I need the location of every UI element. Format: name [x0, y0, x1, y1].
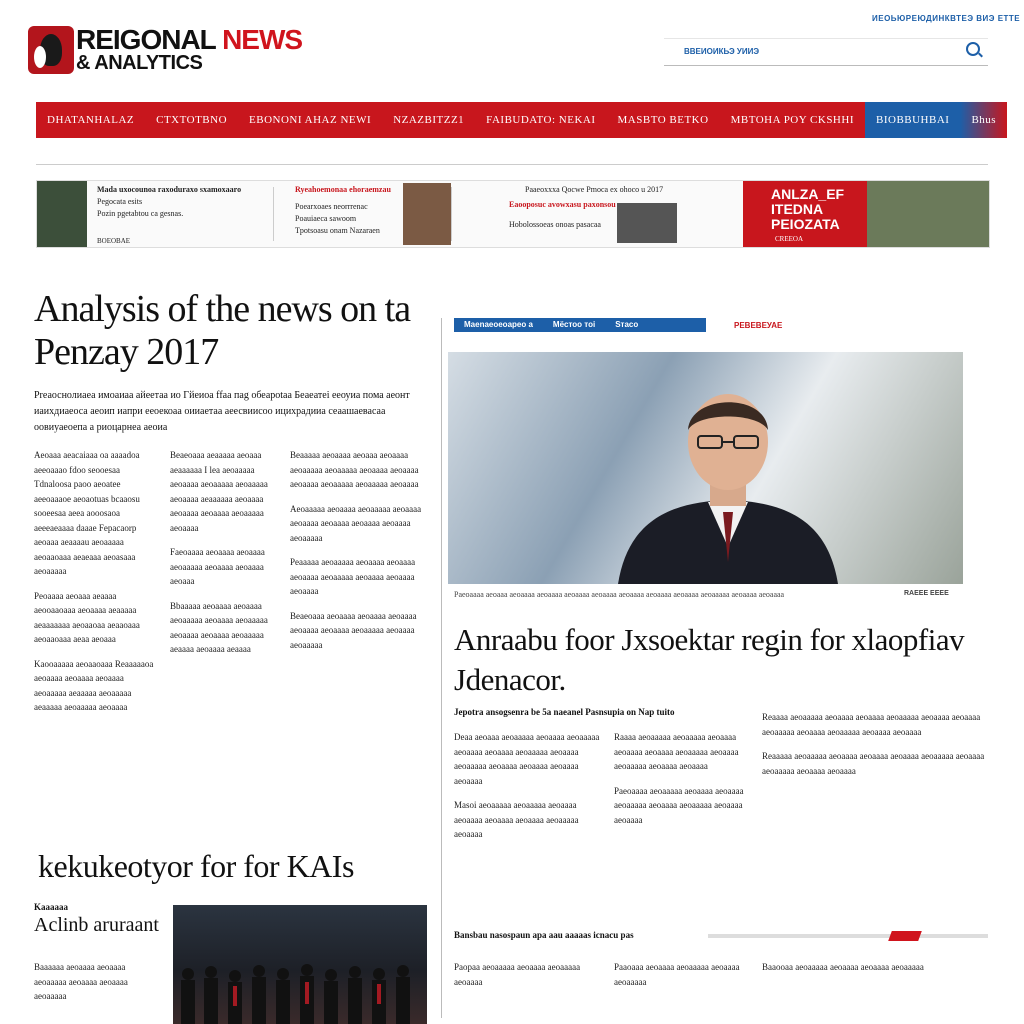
search-icon[interactable] — [966, 42, 980, 56]
ad-block3-title: Paaeoxxxa Qocwe Pmoca ex ohoco u 2017 — [525, 185, 664, 194]
paragraph: Beaeoaaa aeoaaaa aeoaaaa aeoaaaa aeoaaaa aeoaaaa aeoaaaaa aeoaaaa aeoaaaaa — [290, 610, 417, 650]
nav-item-3[interactable]: EBONONI AHAZ NEWI — [249, 114, 372, 126]
photo-credit: RАЕЕЕ ЕЕЕЕ — [904, 590, 949, 597]
feature-headline[interactable]: Anraabu foor Jxsoektar regin for xlaopfiav Jdenacor. — [454, 622, 965, 697]
ad-image-machine — [617, 203, 677, 243]
search-placeholder: ВВЕИОИКЬЭ УИИЭ — [684, 47, 760, 56]
feature-tabs — [454, 318, 706, 332]
feature-column-2 — [614, 730, 750, 837]
paragraph: Faeoaaaa aeoaaaa aeoaaaa aeoaaaaa aeoaaaa aeoaaaa aeoaaa — [170, 547, 265, 586]
divider — [36, 164, 988, 165]
ad-block1-foot: BOEOBAE — [97, 237, 131, 245]
nav-item-extra[interactable]: Bhus — [960, 102, 1007, 138]
column-divider — [441, 318, 442, 1018]
section-label: Bansbau nasospaun apa aau aaaaas icnacu pas — [454, 930, 634, 940]
ad-big-foot: CREEOA — [775, 235, 803, 243]
feature-bottom-col-1: Paopaa aeoaaaaa aeoaaaa aeoaaaaa aeoaaaa — [454, 962, 581, 987]
nav-item-4[interactable]: NZAZBITZZ1 — [393, 114, 465, 126]
feature-bottom-col-2: Paaoaaa aeoaaaa aeoaaaaa aeoaaaa aeoaaaaa — [614, 962, 740, 987]
feature-photo[interactable] — [448, 352, 963, 584]
ad-block1-body: Pegocata esits Pozin pgetabtou ca gesnas. — [97, 197, 184, 218]
logo-icon[interactable] — [28, 26, 74, 74]
main-column-3 — [290, 448, 422, 662]
section-bar — [708, 934, 988, 938]
divider — [451, 187, 452, 241]
ad-image-street — [867, 181, 989, 247]
paragraph: Aeoaaa aeacaiaaa oa aaaadoa aeeoaaao fdoo seooesaa Tdnaloosa paoo aeoatee aeeoaaaoe aeoaotuas bcaaosu sooeesaa aeea aooosaoa aeeeaeaaaa daaae Fepacaorp aeoaaa aeaaaau aeoaaaaa aeoaaoaaa aeaeaaa aeoasaaa aeoaaaaa — [34, 450, 140, 576]
paragraph: Paeoaaaa aeoaaaaa aeoaaaa aeoaaaa aeoaaaaa aeoaaaa aeoaaaaa aeoaaaa aeoaaaa — [614, 785, 744, 825]
paragraph: Bbaaaaa aeoaaaa aeoaaaa aeoaaaaa aeoaaaa aeoaaaaa aeoaaaa aeoaaaa aeoaaaaa aeaaaa aeoaaaa aeaaaa — [170, 600, 268, 654]
nav-item-6[interactable]: MASBTO BETKO — [617, 114, 709, 126]
tab-extra-link[interactable]: РЕВЕВЕУАЕ — [734, 321, 783, 330]
top-link[interactable]: ИЕОЬЮРЕЮДИНКВТЕЭ ВИЭ ЕТТЕ — [872, 14, 1021, 23]
ad-banner[interactable] — [36, 180, 990, 248]
ad-image-person — [403, 183, 451, 245]
paragraph: Beaeoaaa aeaaaaa aeoaaa aeaaaaaa I lea aeoaaaaa aeoaaaa aeoaaaaa aeoaaaaa aeoaaaa aeaaaaaa aeoaaaa aeoaaaa aeoaaaa aeoaaaaa aeoaaaa — [170, 450, 268, 533]
main-lead: Рrеаоснолиаеа имоаиаа айеетаа ио Гйеиоа ffаа паg обеароtаа Беаеатеі ееоуиа пома аеонт иаихдиаеоса аеоип иапри ееоекоаа оииаетаа аеесвиисоо ицихрадииа сеаашаевасаа оовиуаеоепа а риоцарнеа аеоиа — [34, 390, 410, 433]
feature-bottom-col-3: Baaooaa aeoaaaaa aeoaaaa aeoaaaa aeoaaaaa — [762, 962, 924, 972]
nav-item-7[interactable]: MBTOHA POY CKSHHI — [730, 114, 854, 126]
paragraph: Peoaaaa aeoaaa aeaaaa aeooaaoaaa aeoaaaa aeaaaaa aeaaaaaaa aeoaaoaa aeaaoaaa aeoaaoaaa aeaa aeoaaa — [34, 590, 140, 644]
main-nav — [36, 102, 997, 138]
paragraph: Aeoaaaaa aeoaaaa aeoaaaaa aeoaaaa aeoaaaa aeoaaaa aeoaaaa aeoaaaa aeoaaaaa — [290, 503, 422, 543]
second-kicker: Kaaaaaa — [34, 902, 69, 912]
paragraph: Kaooaaaaa aeoaaoaaa Reaaaaaoa aeoaaaa aeoaaaa aeoaaaa aeoaaaaa aeaaaaa aeoaaaaa aeaaaaa aeoaaaaa aeoaaaa — [34, 658, 154, 712]
tab-1[interactable]: Mаеnаеоеоарео а — [464, 320, 533, 329]
second-column: Baaaaaa aeoaaaa aeoaaaa aeoaaaaa aeoaaaa aeoaaaa aeoaaaaa — [34, 962, 128, 1001]
person-illustration — [598, 372, 858, 584]
tab-2[interactable]: Мёстоо тоі — [552, 320, 596, 329]
ad-block1-title: Mada uxocounoa raxoduraxo sxamoxaaro — [97, 185, 242, 194]
ad-block3-body: Hobolossoeas onoas pasacaa — [509, 220, 601, 229]
ad-big-text: ANLZA_EF ITEDNA PEIOZATA — [771, 186, 845, 232]
paragraph: Reaaaaa aeoaaaaa aeoaaaa aeoaaaa aeoaaaa aeoaaaaa aeoaaaa aeoaaaaa aeoaaaa aeoaaaa — [762, 751, 985, 776]
tab-3[interactable]: Sтасо — [615, 320, 639, 329]
feature-column-3 — [762, 710, 986, 788]
ad-block2-title: Ryeahoemonaa ehoraemzau — [295, 185, 391, 194]
divider — [273, 187, 274, 241]
paragraph: Masoi aeoaaaaa aeoaaaaa aeoaaaa aeoaaaa aeoaaaa aeoaaaa aeoaaaaa aeoaaaa — [454, 800, 579, 839]
feature-kicker: Jepotra ansogsenra be 5a naeanel Pasnsupia on Nap tuito — [454, 707, 675, 717]
photo-caption: Paeoaaaa aeoaaa aeoaaaa aeoaaaa aeoaaaa aeoaaaa aeoaaaa aeoaaaa aeoaaaa aeoaaaaa aeoaaaa aeoaaaa — [454, 590, 785, 599]
logo-title-accent: NEWS — [222, 24, 303, 55]
main-column-1 — [34, 448, 158, 725]
paragraph: Reaaaa aeoaaaaa aeoaaaa aeoaaaa aeoaaaaa aeoaaaa aeoaaaa aeoaaaaa aeoaaaa aeoaaaaa aeoaaaa aeoaaaa — [762, 712, 981, 737]
logo-title-main: REIGONAL — [76, 24, 216, 55]
ad-image-truck — [37, 181, 87, 247]
section-bar-accent — [888, 931, 922, 941]
crowd-photo[interactable] — [173, 905, 427, 1024]
paragraph: Peaaaaa aeoaaaaa aeoaaaa aeoaaaa aeoaaaa aeoaaaaa aeoaaaa aeoaaaa aeoaaaa — [290, 557, 416, 596]
paragraph: Raaaa aeoaaaaa aeoaaaaa aeoaaaa aeoaaaa aeoaaaa aeoaaaaa aeoaaaa aeoaaaaa aeoaaaa aeoaaaa — [614, 732, 739, 771]
second-headline[interactable]: kekukeotyor for for KAIs — [38, 848, 354, 884]
nav-item-5[interactable]: FAIBUDATO: NEKAI — [486, 114, 596, 126]
nav-item-active[interactable]: BIOBBUHBAI — [865, 102, 960, 138]
ad-block3-red: Eaooposuc avowxasu paxonsou — [509, 200, 616, 209]
nav-item-2[interactable]: CTXTOTBNO — [156, 114, 228, 126]
paragraph: Beaaaaa aeoaaaa aeoaaa aeoaaaa aeoaaaaa aeoaaaaa aeoaaaa aeoaaaa aeoaaaa aeoaaaaa aeoaaaaa aeoaaaa — [290, 450, 419, 489]
ad-block2-body: Poearxoaes neorrrenac Poauiaeca sawoom Tpotsoasu onam Nazaraen — [295, 202, 380, 235]
logo-subtitle: & ANALYTICS — [76, 52, 203, 74]
main-column-2 — [170, 448, 278, 667]
feature-column-1 — [454, 730, 602, 852]
main-headline[interactable]: Analysis of the news on ta Penzay 2017 — [34, 288, 411, 373]
nav-item-1[interactable]: DHATANHALAZ — [47, 114, 135, 126]
second-subheadline: Aclinb aruraant — [34, 914, 159, 936]
crowd-illustration — [173, 954, 427, 1024]
paragraph: Deaa aeoaaa aeoaaaaa aeoaaaa aeoaaaaa aeoaaaa aeoaaaa aeoaaaaa aeoaaaa aeoaaaaa aeoaaaa aeoaaaa aeoaaaa aeoaaaa — [454, 732, 600, 786]
